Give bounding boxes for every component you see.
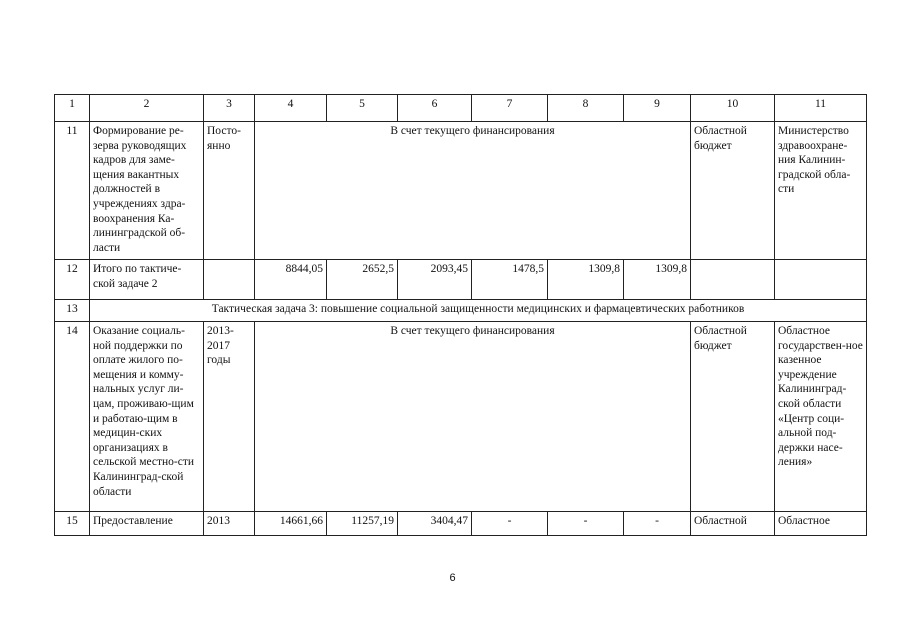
- header-cell-2: 2: [90, 95, 204, 122]
- executor: Министерство здравоохране-ния Калинин-градской обла-сти: [775, 122, 867, 260]
- funding-source: Областной: [691, 512, 775, 536]
- measure-name: Предоставление: [90, 512, 204, 536]
- header-cell-5: 5: [327, 95, 398, 122]
- section-title: Тактическая задача 3: повышение социальной защищенности медицинских и фармацевтических работников: [90, 300, 867, 322]
- value-cell: 8844,05: [255, 260, 327, 300]
- header-cell-1: 1: [55, 95, 90, 122]
- table-row: [55, 512, 867, 536]
- funding-note: В счет текущего финансирования: [255, 322, 691, 512]
- page-number: 6: [449, 572, 456, 584]
- value-cell: 11257,19: [327, 512, 398, 536]
- header-cell-7: 7: [472, 95, 548, 122]
- row-number: 15: [55, 512, 90, 536]
- measure-name: Формирование ре-зерва руководящих кадров для заме-щения вакантных должностей в учреждениях здра-воохранения Ка-лининградской об-ласти: [90, 122, 204, 260]
- period: 2013-2017 годы: [204, 322, 255, 512]
- header-cell-10: 10: [691, 95, 775, 122]
- header-row: [55, 95, 867, 122]
- value-cell: -: [548, 512, 624, 536]
- row-number: 11: [55, 122, 90, 260]
- table-row: [55, 300, 867, 322]
- header-cell-4: 4: [255, 95, 327, 122]
- funding-source: Областной бюджет: [691, 322, 775, 512]
- period: [204, 260, 255, 300]
- value-cell: 1309,8: [548, 260, 624, 300]
- value-cell: -: [624, 512, 691, 536]
- executor: Областное: [775, 512, 867, 536]
- value-cell: 1309,8: [624, 260, 691, 300]
- row-number: 13: [55, 300, 90, 322]
- table-row: [55, 122, 867, 260]
- executor: Областное государствен-ное казенное учреждение Калининград-ской области «Центр соци-альной под-держки насе-ления»: [775, 322, 867, 512]
- executor: [775, 260, 867, 300]
- value-cell: 2093,45: [398, 260, 472, 300]
- period: Посто-янно: [204, 122, 255, 260]
- funding-note: В счет текущего финансирования: [255, 122, 691, 260]
- header-cell-6: 6: [398, 95, 472, 122]
- value-cell: 1478,5: [472, 260, 548, 300]
- header-cell-11: 11: [775, 95, 867, 122]
- header-cell-8: 8: [548, 95, 624, 122]
- program-table: [54, 94, 867, 536]
- value-cell: 2652,5: [327, 260, 398, 300]
- value-cell: 3404,47: [398, 512, 472, 536]
- table-row: [55, 322, 867, 512]
- header-cell-9: 9: [624, 95, 691, 122]
- header-cell-3: 3: [204, 95, 255, 122]
- measure-name: Оказание социаль-ной поддержки по оплате жилого по-мещения и комму-нальных услуг ли-цам, проживаю-щим и работаю-щим в медицин-ских организациях в сельской местно-сти Калининград-ской области: [90, 322, 204, 512]
- measure-name: Итого по тактиче-ской задаче 2: [90, 260, 204, 300]
- funding-source: Областной бюджет: [691, 122, 775, 260]
- value-cell: -: [472, 512, 548, 536]
- value-cell: 14661,66: [255, 512, 327, 536]
- period: 2013: [204, 512, 255, 536]
- row-number: 14: [55, 322, 90, 512]
- table-row: [55, 260, 867, 300]
- row-number: 12: [55, 260, 90, 300]
- funding-source: [691, 260, 775, 300]
